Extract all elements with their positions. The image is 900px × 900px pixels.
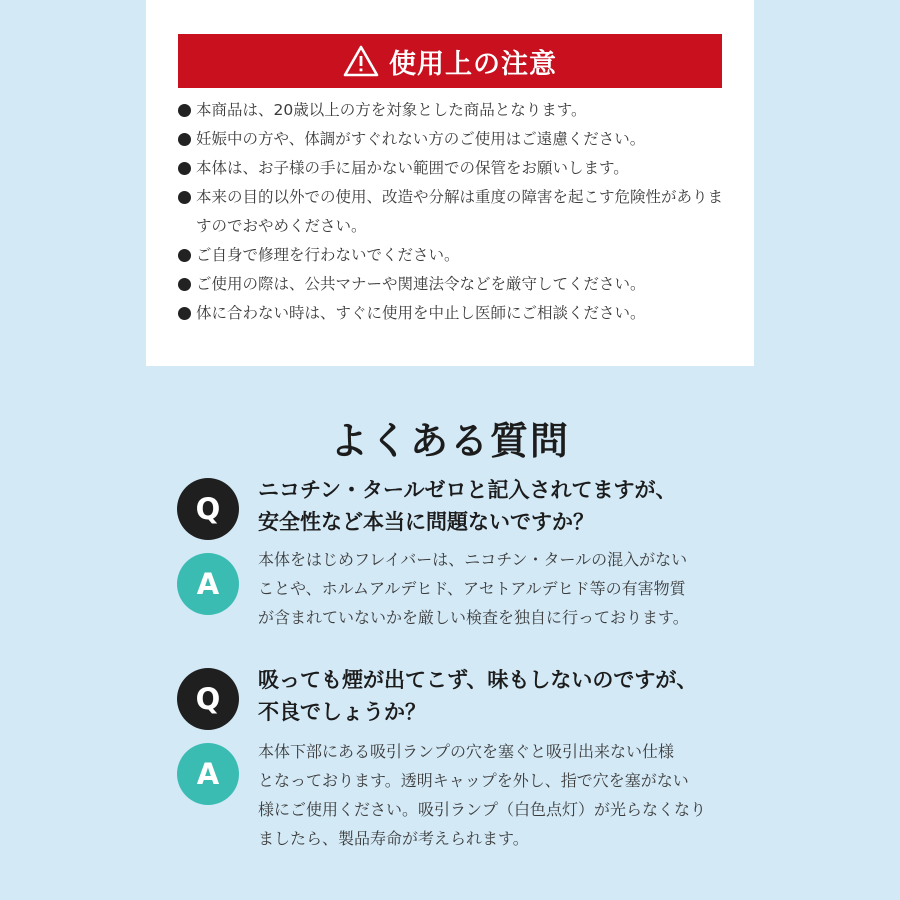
answer-line: ましたら、製品寿命が考えられます。 bbox=[258, 829, 529, 848]
question-badge: Q bbox=[177, 478, 239, 540]
caution-item: 本体は、お子様の手に届かない範囲での保管をお願いします。 bbox=[178, 154, 738, 183]
question-text bbox=[258, 474, 738, 538]
caution-card bbox=[146, 0, 754, 366]
question-text bbox=[258, 664, 738, 728]
question-badge: Q bbox=[177, 668, 239, 730]
caution-header bbox=[178, 34, 722, 88]
answer-text bbox=[258, 737, 738, 853]
question-line: ニコチン・タールゼロと記入されてますが、 bbox=[258, 478, 677, 502]
caution-item: 本来の目的以外での使用、改造や分解は重度の障害を起こす危険性がありますのでおやめください。 bbox=[178, 183, 738, 241]
answer-badge: A bbox=[177, 553, 239, 615]
answer-line: 本体下部にある吸引ランプの穴を塞ぐと吸引出来ない仕様 bbox=[258, 742, 675, 761]
warning-triangle-icon bbox=[343, 45, 379, 77]
answer-line: 本体をはじめフレイバーは、ニコチン・タールの混入がない bbox=[258, 550, 688, 569]
caution-item: 体に合わない時は、すぐに使用を中止し医師にご相談ください。 bbox=[178, 299, 738, 328]
answer-line: 様にご使用ください。吸引ランプ（白色点灯）が光らなくなり bbox=[258, 800, 707, 819]
caution-item: ご自身で修理を行わないでください。 bbox=[178, 241, 738, 270]
caution-item: 本商品は、20歳以上の方を対象とした商品となります。 bbox=[178, 96, 738, 125]
faq-title: よくある質問 bbox=[329, 419, 570, 463]
question-line: 吸っても煙が出てこず、味もしないのですが、 bbox=[258, 668, 698, 692]
question-line: 安全性など本当に問題ないですか？ bbox=[258, 510, 594, 534]
question-line: 不良でしょうか？ bbox=[258, 700, 426, 724]
caution-item: 妊娠中の方や、体調がすぐれない方のご使用はご遠慮ください。 bbox=[178, 125, 738, 154]
answer-text bbox=[258, 545, 738, 632]
caution-item: ご使用の際は、公共マナーや関連法令などを厳守してください。 bbox=[178, 270, 738, 299]
answer-line: が含まれていないかを厳しい検査を独自に行っております。 bbox=[258, 608, 689, 627]
answer-line: ことや、ホルムアルデヒド、アセトアルデヒド等の有害物質 bbox=[258, 579, 686, 598]
caution-list bbox=[178, 96, 738, 328]
answer-badge: A bbox=[177, 743, 239, 805]
answer-line: となっております。透明キャップを外し、指で穴を塞がない bbox=[258, 771, 689, 790]
caution-title: 使用上の注意 bbox=[389, 48, 557, 80]
